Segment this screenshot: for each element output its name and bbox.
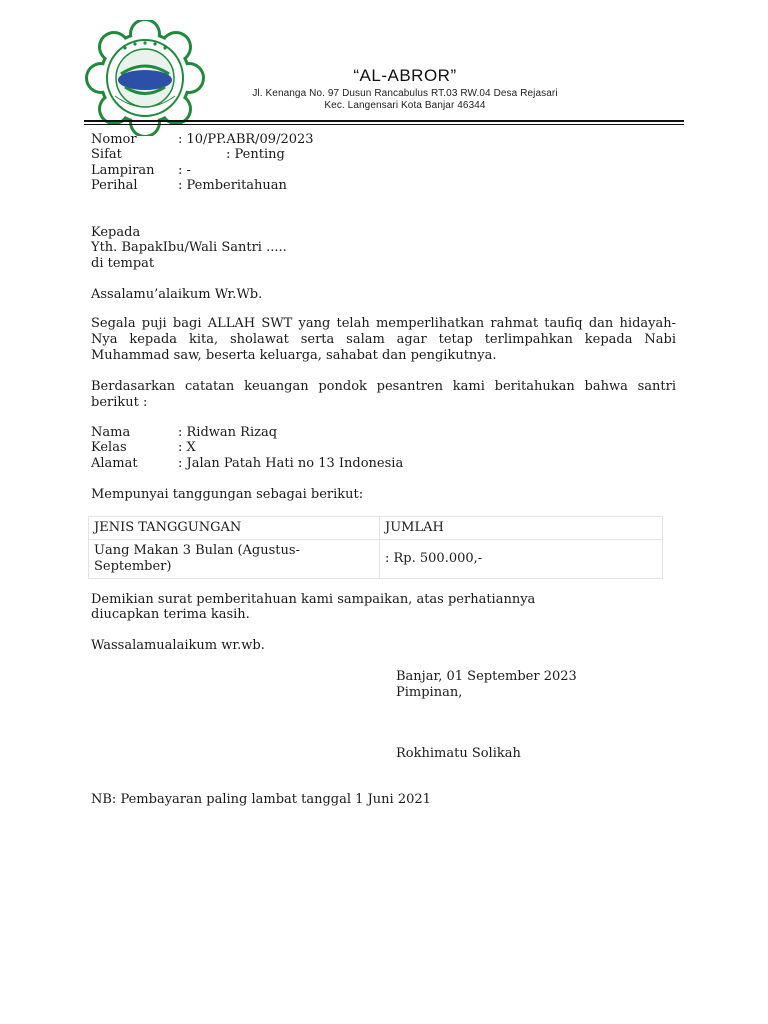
table-row (89, 540, 663, 579)
lampiran-label: Lampiran (91, 163, 155, 178)
farewell: Wassalamualaikum wr.wb. (91, 638, 265, 653)
recipient-line-3: di tempat (91, 256, 155, 271)
paragraph-opening: Segala puji bagi ALLAH SWT yang telah memperlihatkan rahmat taufiq dan hidayah-Nya kepada kita, sholawat serta salam agar tetap terlimpahkan kepada Nabi Muhammad saw, beserta keluarga, sahabat dan pengikutnya. (91, 316, 676, 363)
perihal-label: Perihal (91, 178, 138, 193)
address-line-2: Kec. Langensari Kota Banjar 46344 (324, 100, 486, 111)
dues-table (88, 516, 663, 579)
alamat-label: Alamat (91, 456, 138, 471)
green-scalloped-seal-logo-icon (84, 20, 206, 136)
payment-note: NB: Pembayaran paling lambat tanggal 1 Juni 2021 (91, 792, 431, 807)
sifat-label: Sifat (91, 147, 122, 162)
closing-line-1: Demikian surat pemberitahuan kami sampaikan, atas perhatiannya (91, 592, 536, 607)
nama-value: : Ridwan Rizaq (178, 425, 278, 440)
nomor-label: Nomor (91, 132, 137, 147)
nama-label: Nama (91, 425, 131, 440)
table-cell-item: Uang Makan 3 Bulan (Agustus-September) (89, 540, 380, 579)
org-name: “AL-ABROR” (353, 66, 457, 85)
kelas-value: : X (178, 440, 196, 455)
recipient-line-2: Yth. BapakIbu/Wali Santri ..... (91, 240, 287, 255)
perihal-value: : Pemberitahuan (178, 178, 287, 193)
signature-name: Rokhimatu Solikah (396, 746, 521, 761)
dues-intro: Mempunyai tanggungan sebagai berikut: (91, 487, 364, 502)
nomor-value: : 10/PP.ABR/09/2023 (178, 132, 314, 147)
alamat-value: : Jalan Patah Hati no 13 Indonesia (178, 456, 404, 471)
header-rule-thick (84, 120, 684, 122)
header-rule-thin (84, 124, 684, 125)
greeting: Assalamu’alaikum Wr.Wb. (91, 287, 263, 302)
closing-line-2: diucapkan terima kasih. (91, 607, 250, 622)
table-header-jenis: JENIS TANGGUNGAN (89, 517, 380, 540)
table-cell-amount: : Rp. 500.000,- (380, 540, 663, 579)
table-header-row (89, 517, 663, 540)
address-line-1: Jl. Kenanga No. 97 Dusun Rancabulus RT.03 RW.04 Desa Rejasari (252, 88, 558, 99)
kelas-label: Kelas (91, 440, 127, 455)
paragraph-notice: Berdasarkan catatan keuangan pondok pesantren kami beritahukan bahwa santri berikut : (91, 379, 676, 410)
table-header-jumlah: JUMLAH (380, 517, 663, 540)
recipient-line-1: Kepada (91, 225, 141, 240)
lampiran-value: : - (178, 163, 191, 178)
sifat-value: : Penting (226, 147, 285, 162)
signature-place-date: Banjar, 01 September 2023 (396, 669, 577, 684)
signature-title: Pimpinan, (396, 685, 463, 700)
